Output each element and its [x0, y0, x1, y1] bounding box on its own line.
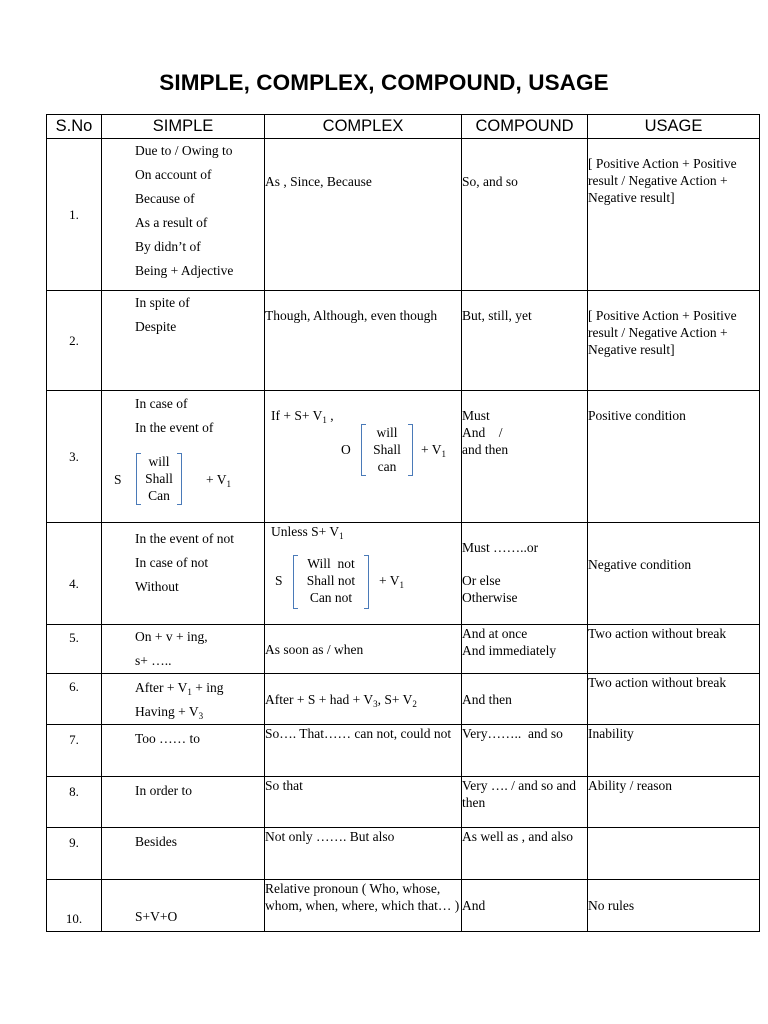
usage-cell — [588, 523, 760, 625]
header-sno: S.No — [47, 115, 102, 139]
complex-text — [271, 407, 334, 424]
simple-cell — [102, 828, 265, 880]
row-number: 1. — [47, 139, 102, 291]
compound-cell — [462, 291, 588, 391]
verb-subscript: 1 — [441, 449, 446, 459]
compound-cell — [462, 139, 588, 291]
left-bracket — [293, 555, 298, 609]
compound-text: And — [462, 898, 486, 913]
table-row — [47, 828, 760, 880]
simple-item: In spite of — [135, 295, 190, 310]
simple-item: In the event of — [135, 420, 214, 435]
complex-subscript: 1 — [322, 415, 327, 425]
table-row — [47, 777, 760, 828]
right-bracket — [177, 453, 182, 505]
complex-cell — [265, 828, 462, 880]
usage-text: Two action without break — [588, 675, 727, 690]
simple-item: In case of not — [135, 555, 209, 570]
compound-cell — [462, 828, 588, 880]
simple-item: Despite — [135, 319, 177, 334]
usage-cell — [588, 291, 760, 391]
table-row — [47, 674, 760, 725]
table-row — [47, 391, 760, 523]
simple-cell — [102, 391, 265, 523]
simple-item: On + v + ing, — [135, 629, 208, 644]
complex-tail: , S+ V — [377, 691, 413, 707]
compound-text: And then — [462, 691, 512, 707]
modal-word: can — [377, 459, 397, 474]
modal-word: Can not — [309, 590, 353, 605]
complex-subscript: 1 — [339, 531, 344, 541]
row-number: 5. — [47, 625, 102, 674]
simple-item: S+V+O — [135, 909, 178, 924]
simple-item: Without — [135, 579, 179, 594]
compound-line: Must ……..or — [462, 540, 539, 555]
row-number: 9. — [47, 828, 102, 880]
simple-text: After + V — [135, 680, 188, 695]
complex-tail: , — [326, 408, 334, 423]
compound-line: And at once — [462, 626, 528, 641]
usage-text: Positive condition — [588, 408, 686, 423]
simple-item — [102, 700, 264, 724]
formula-verb — [421, 441, 446, 458]
right-bracket — [364, 555, 369, 609]
table-row — [47, 291, 760, 391]
complex-text: As , Since, Because — [265, 174, 372, 189]
compound-cell — [462, 625, 588, 674]
modal-word: will — [148, 454, 170, 469]
simple-cell — [102, 725, 265, 777]
left-bracket — [136, 453, 141, 505]
simple-cell — [102, 880, 265, 932]
usage-text: Negative condition — [588, 557, 692, 572]
complex-text: Relative pronoun ( Who, whose, whom, when, where, which that… ) — [265, 881, 460, 913]
complex-text: As soon as / when — [265, 641, 364, 657]
complex-text: So…. That…… can not, could not — [265, 726, 452, 741]
usage-text: Ability / reason — [588, 778, 672, 793]
simple-item: s+ ….. — [135, 653, 172, 668]
usage-cell — [588, 139, 760, 291]
compound-cell — [462, 523, 588, 625]
modal-bracket-group — [136, 453, 182, 505]
complex-main: After + S + had + V — [265, 691, 374, 707]
complex-cell — [265, 880, 462, 932]
compound-cell — [462, 674, 588, 725]
simple-item — [102, 676, 264, 700]
header-compound: COMPOUND — [462, 115, 588, 139]
compound-cell — [462, 391, 588, 523]
complex-subscript: 3 — [373, 698, 378, 709]
simple-item: Being + Adjective — [135, 263, 234, 278]
header-row — [47, 115, 760, 139]
page-title: SIMPLE, COMPLEX, COMPOUND, USAGE — [159, 70, 609, 95]
grammar-table — [46, 114, 760, 932]
simple-cell — [102, 523, 265, 625]
header-complex: COMPLEX — [265, 115, 462, 139]
formula-verb — [206, 471, 231, 488]
complex-text: Though, Although, even though — [265, 308, 438, 323]
simple-item: Due to / Owing to — [135, 143, 233, 158]
row-number: 3. — [47, 391, 102, 523]
usage-text: No rules — [588, 898, 635, 913]
compound-cell — [462, 880, 588, 932]
simple-item: As a result of — [135, 215, 208, 230]
compound-line: And immediately — [462, 643, 557, 658]
verb-subscript: 1 — [399, 580, 404, 590]
simple-item: In case of — [135, 396, 188, 411]
usage-cell — [588, 828, 760, 880]
complex-cell — [265, 139, 462, 291]
complex-cell — [265, 625, 462, 674]
complex-subscript: 2 — [412, 698, 417, 709]
verb-text: + V — [206, 472, 227, 487]
compound-text: As well as , and also — [462, 829, 573, 844]
table-row — [47, 625, 760, 674]
row-number: 4. — [47, 523, 102, 625]
complex-main: If + S+ V — [271, 408, 323, 423]
simple-subscript: 1 — [187, 687, 192, 697]
compound-text: But, still, yet — [462, 308, 532, 323]
usage-text: [ Positive Action + Positive result / Negative Action + Negative result] — [588, 156, 737, 205]
simple-item: Besides — [135, 834, 177, 849]
compound-line: and then — [462, 442, 509, 457]
row-number: 2. — [47, 291, 102, 391]
usage-text: [ Positive Action + Positive result / Negative Action + Negative result] — [588, 308, 737, 357]
usage-cell — [588, 674, 760, 725]
usage-cell — [588, 625, 760, 674]
simple-item: Because of — [135, 191, 195, 206]
compound-line: And / — [462, 425, 503, 440]
complex-text — [265, 691, 461, 708]
complex-cell — [265, 674, 462, 725]
verb-text: + V — [421, 442, 442, 457]
simple-item: On account of — [135, 167, 212, 182]
modal-word: Shall — [373, 442, 401, 457]
compound-line: Otherwise — [462, 590, 518, 605]
left-bracket — [361, 424, 366, 476]
simple-item: By didn’t of — [135, 239, 201, 254]
simple-text: Having + V — [135, 704, 199, 719]
row-number: 8. — [47, 777, 102, 828]
formula-subject: O — [341, 442, 351, 457]
verb-subscript: 1 — [226, 479, 231, 489]
simple-item: Too …… to — [135, 731, 201, 746]
compound-cell — [462, 777, 588, 828]
compound-text: Very …. / and so and then — [462, 778, 576, 810]
compound-cell — [462, 725, 588, 777]
table-row — [47, 139, 760, 291]
complex-cell — [265, 291, 462, 391]
table-row — [47, 523, 760, 625]
usage-text: Inability — [588, 726, 634, 741]
complex-cell — [265, 391, 462, 523]
row-number: 10. — [47, 880, 102, 932]
modal-word: Shall — [145, 471, 173, 486]
compound-text: So, and so — [462, 174, 518, 189]
header-usage: USAGE — [588, 115, 760, 139]
row-number: 7. — [47, 725, 102, 777]
compound-line: Must — [462, 408, 490, 423]
simple-item: In the event of not — [135, 531, 234, 546]
modal-word: Shall not — [306, 573, 356, 588]
header-simple: SIMPLE — [102, 115, 265, 139]
simple-cell — [102, 625, 265, 674]
compound-line: Or else — [462, 573, 501, 588]
formula-verb — [379, 572, 404, 589]
usage-cell — [588, 725, 760, 777]
complex-text: Not only ……. But also — [265, 829, 395, 844]
complex-text: So that — [265, 778, 303, 793]
row-number: 6. — [47, 674, 102, 725]
modal-bracket-group — [293, 555, 369, 609]
usage-cell — [588, 880, 760, 932]
table-row — [47, 880, 760, 932]
simple-subscript: 3 — [198, 711, 204, 721]
complex-main: Unless S+ V — [271, 524, 340, 539]
complex-cell — [265, 777, 462, 828]
verb-text: + V — [379, 573, 400, 588]
complex-cell — [265, 523, 462, 625]
formula-subject: S — [275, 573, 283, 588]
formula-subject: S — [114, 472, 122, 487]
usage-cell — [588, 777, 760, 828]
modal-word: Can — [148, 488, 170, 503]
complex-cell — [265, 725, 462, 777]
usage-cell — [588, 391, 760, 523]
complex-text — [271, 523, 344, 540]
simple-cell — [102, 777, 265, 828]
simple-item: In order to — [135, 783, 192, 798]
modal-bracket-group — [361, 424, 413, 476]
simple-cell — [102, 291, 265, 391]
simple-cell — [102, 674, 265, 725]
right-bracket — [408, 424, 413, 476]
usage-text: Two action without break — [588, 626, 727, 641]
simple-cell — [102, 139, 265, 291]
modal-word: will — [376, 425, 398, 440]
table-row — [47, 725, 760, 777]
compound-text: Very…….. and so — [462, 726, 563, 741]
simple-tail: + ing — [191, 680, 224, 695]
modal-word: Will not — [307, 556, 355, 571]
